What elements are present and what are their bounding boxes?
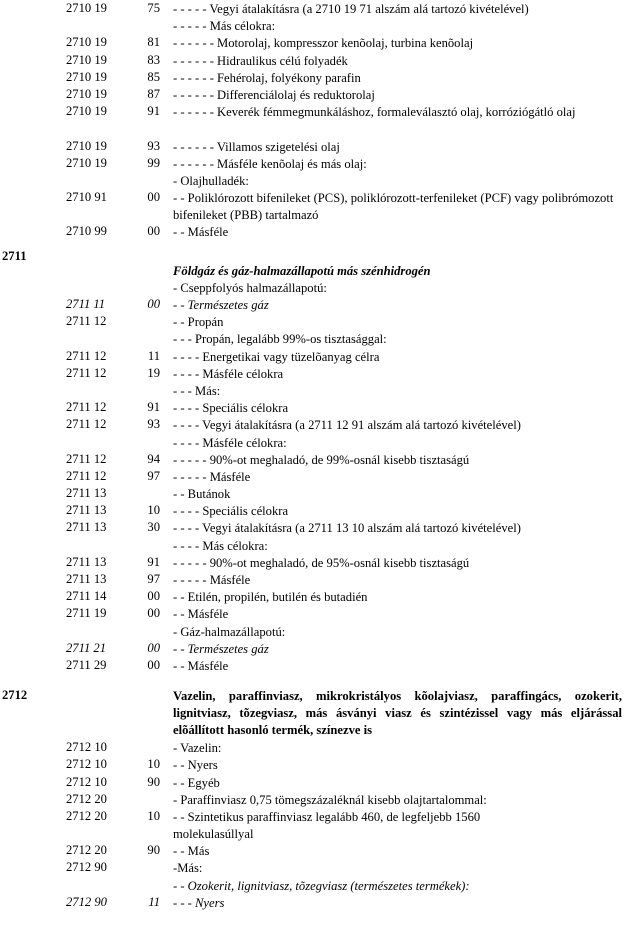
cn-code: 2711 13 (66, 503, 107, 518)
cn-code: 2711 12 (66, 314, 107, 329)
tariff-row (0, 519, 626, 536)
tariff-row (0, 348, 626, 365)
description: - - - - Másféle célokra: (173, 435, 287, 450)
tariff-row (0, 330, 626, 347)
tariff-row (0, 189, 626, 223)
description: - - Butánok (173, 487, 231, 502)
description: - - Poliklórozott bifenileket (PCS), poliklórozott-terfenileket (PCF) vagy polibrómozott bifenileket (PBB) tartalmazó (173, 191, 614, 223)
description: - Vazelin: (173, 741, 222, 756)
description: - Gáz-halmazállapotú: (173, 624, 286, 639)
subcode: 00 (147, 606, 160, 621)
heading-code: 2711 (2, 248, 27, 263)
cn-code: 2711 21 (66, 640, 106, 655)
description: - - - - Vegyi átalakításra (a 2711 13 10 alszám alá tartozó kivételével) (173, 521, 521, 536)
tariff-row (0, 640, 626, 657)
description: - - - - - - Keverék fémmegmunkáláshoz, formaleválasztó olaj, korróziógátló olaj (173, 105, 576, 120)
tariff-row (0, 485, 626, 502)
tariff-row (0, 791, 626, 808)
tariff-row (0, 138, 626, 155)
subcode: 97 (147, 468, 160, 483)
tariff-row (0, 382, 626, 399)
cn-code: 2711 13 (66, 486, 107, 501)
heading-title-row (0, 262, 626, 279)
cn-code: 2711 14 (66, 589, 107, 604)
tariff-row (0, 808, 626, 842)
tariff-row (0, 296, 626, 313)
subcode: 10 (147, 757, 160, 772)
cn-code: 2711 19 (66, 606, 107, 621)
description: - - - - Vegyi átalakításra (a 2711 12 91 alszám alá tartozó kivételével) (173, 418, 521, 433)
description: - - Ozokerit, lignitviasz, tõzegviasz (természetes termékek): (173, 878, 470, 893)
cn-code: 2710 19 (66, 1, 107, 15)
description: - - Etilén, propilén, butilén és butadién (173, 590, 368, 605)
description: - - - - - - Hidraulikus célú folyadék (173, 53, 348, 68)
heading-title: Földgáz és gáz-halmazállapotú más szénhidrogén (173, 263, 431, 278)
description: - - Propán (173, 315, 224, 330)
tariff-row (0, 365, 626, 382)
cn-code: 2712 20 (66, 791, 107, 806)
tariff-row (0, 756, 626, 773)
description: - - Természetes gáz (173, 298, 269, 313)
tariff-row (0, 451, 626, 468)
tariff-row (0, 52, 626, 69)
tariff-row (0, 877, 626, 894)
description: - - - - Energetikai vagy tüzelõanyag célra (173, 349, 380, 364)
tariff-row (0, 623, 626, 640)
cn-code: 2712 90 (66, 894, 107, 909)
tariff-row (0, 605, 626, 622)
description: - - - - Speciális célokra (173, 401, 289, 416)
subcode: 94 (147, 451, 160, 466)
description: - Paraffinviasz 0,75 tömegszázaléknál kisebb olajtartalommal: (173, 792, 487, 807)
tariff-row (0, 86, 626, 103)
subcode: 30 (147, 520, 160, 535)
tariff-row (0, 223, 626, 240)
description: - - Másféle (173, 225, 229, 240)
cn-code: 2711 12 (66, 365, 107, 380)
subcode: 00 (147, 657, 160, 672)
subcode: 87 (147, 86, 160, 101)
description: - Olajhulladék: (173, 173, 249, 188)
tariff-row (0, 279, 626, 296)
tariff-row (0, 416, 626, 433)
tariff-row (0, 34, 626, 51)
description: - - Egyéb (173, 775, 220, 790)
tariff-row (0, 502, 626, 519)
description: - - - - - Másféle (173, 573, 251, 588)
description: - - - Más: (173, 383, 221, 398)
description: - - Nyers (173, 758, 218, 773)
subcode: 83 (147, 52, 160, 67)
tariff-row (0, 588, 626, 605)
tariff-row (0, 554, 626, 571)
description: - - - - - Más célokra: (173, 19, 276, 34)
cn-code: 2712 90 (66, 860, 107, 875)
subcode: 93 (147, 138, 160, 153)
tariff-row (0, 0, 626, 17)
subcode: 19 (147, 365, 160, 380)
subcode: 00 (147, 297, 160, 312)
tariff-row (0, 571, 626, 588)
description: - - - - - - Differenciálolaj és reduktorolaj (173, 87, 375, 102)
tariff-row (0, 774, 626, 791)
subcode: 00 (147, 589, 160, 604)
subcode: 11 (147, 348, 160, 363)
tariff-row (0, 172, 626, 189)
cn-code: 2710 99 (66, 224, 107, 239)
description: - - - Propán, legalább 99%-os tisztasággal: (173, 332, 387, 347)
description: - - - - - - Motorolaj, kompresszor kenõolaj, turbina kenõolaj (173, 36, 474, 51)
cn-code: 2712 20 (66, 843, 107, 858)
description: - - - - Speciális célokra (173, 504, 289, 519)
cn-code: 2712 10 (66, 774, 107, 789)
tariff-row (0, 434, 626, 451)
description: - - Természetes gáz (173, 641, 269, 656)
tariff-row (0, 103, 626, 137)
description: - - - - - - Másféle kenõolaj és más olaj: (173, 156, 367, 171)
tariff-row (0, 468, 626, 485)
cn-code: 2711 13 (66, 572, 107, 587)
tariff-row (0, 69, 626, 86)
subcode: 00 (147, 224, 160, 239)
cn-code: 2710 19 (66, 104, 107, 119)
subcode: 91 (147, 554, 160, 569)
tariff-row (0, 399, 626, 416)
subcode: 00 (147, 190, 160, 205)
subcode: 93 (147, 417, 160, 432)
description: -Más: (173, 861, 203, 876)
cn-code: 2712 10 (66, 740, 107, 755)
heading-code: 2712 (2, 688, 28, 703)
subcode: 81 (147, 35, 160, 50)
description: - - Másféle (173, 607, 229, 622)
subcode: 10 (147, 503, 160, 518)
cn-code: 2711 12 (66, 417, 107, 432)
cn-code: 2711 29 (66, 657, 107, 672)
description: - - - - - - Villamos szigetelési olaj (173, 139, 340, 154)
cn-code: 2711 12 (66, 451, 107, 466)
description: - - - - - 90%-ot meghaladó, de 99%-osnál kisebb tisztaságú (173, 452, 470, 467)
description: - - - - - 90%-ot meghaladó, de 95%-osnál kisebb tisztaságú (173, 555, 470, 570)
cn-code: 2710 19 (66, 86, 107, 101)
cn-code: 2710 19 (66, 138, 107, 153)
cn-code: 2710 19 (66, 35, 107, 50)
cn-code: 2712 10 (66, 757, 107, 772)
cn-code: 2710 19 (66, 69, 107, 84)
cn-code: 2711 12 (66, 468, 107, 483)
tariff-row (0, 155, 626, 172)
subcode: 90 (147, 774, 160, 789)
subcode: 11 (148, 894, 160, 909)
subcode: 10 (147, 808, 160, 823)
heading-title: Vazelin, paraffinviasz, mikrokristályos kõolajviasz, paraffingács, ozokerit, lignitviasz, tõzegviasz, más ásványi viasz és szintézissel vagy más eljárással elõállított hasonló termék, színezve is (173, 689, 622, 738)
cn-code: 2711 13 (66, 554, 107, 569)
tariff-row (0, 537, 626, 554)
cn-code: 2712 20 (66, 808, 107, 823)
description: - - - - - Vegyi átalakításra (a 2710 19 71 alszám alá tartozó kivételével) (173, 2, 529, 16)
description: - - - - Más célokra: (173, 538, 268, 553)
tariff-row (0, 17, 626, 34)
cn-code: 2711 13 (66, 520, 107, 535)
description: - - Szintetikus paraffinviasz legalább 460, de legfeljebb 1560 molekulasúllyal (173, 809, 481, 841)
tariff-row (0, 657, 626, 674)
heading-row-2711 (0, 241, 626, 262)
subcode: 97 (147, 572, 160, 587)
subcode: 85 (147, 69, 160, 84)
cn-code: 2711 12 (66, 400, 107, 415)
description: - - - Nyers (173, 895, 225, 910)
cn-code: 2711 11 (66, 297, 106, 312)
subcode: 91 (147, 104, 160, 119)
description: - - - - Másféle célokra (173, 366, 284, 381)
subcode: 90 (147, 843, 160, 858)
description: - - Másféle (173, 658, 229, 673)
description: - - Más (173, 844, 210, 859)
description: - Cseppfolyós halmazállapotú: (173, 280, 327, 295)
tariff-row (0, 313, 626, 330)
tariff-row (0, 894, 626, 911)
description: - - - - - - Fehérolaj, folyékony parafin (173, 70, 361, 85)
heading-row-2712 (0, 687, 626, 739)
subcode: 91 (147, 400, 160, 415)
description: - - - - - Másféle (173, 469, 251, 484)
subcode: 99 (147, 155, 160, 170)
tariff-row (0, 859, 626, 876)
cn-code: 2711 12 (66, 348, 107, 363)
tariff-row (0, 842, 626, 859)
tariff-row (0, 739, 626, 756)
cn-code: 2710 19 (66, 155, 107, 170)
cn-code: 2710 19 (66, 52, 107, 67)
subcode: 00 (147, 640, 160, 655)
cn-code: 2710 91 (66, 190, 107, 205)
subcode: 75 (147, 1, 160, 15)
